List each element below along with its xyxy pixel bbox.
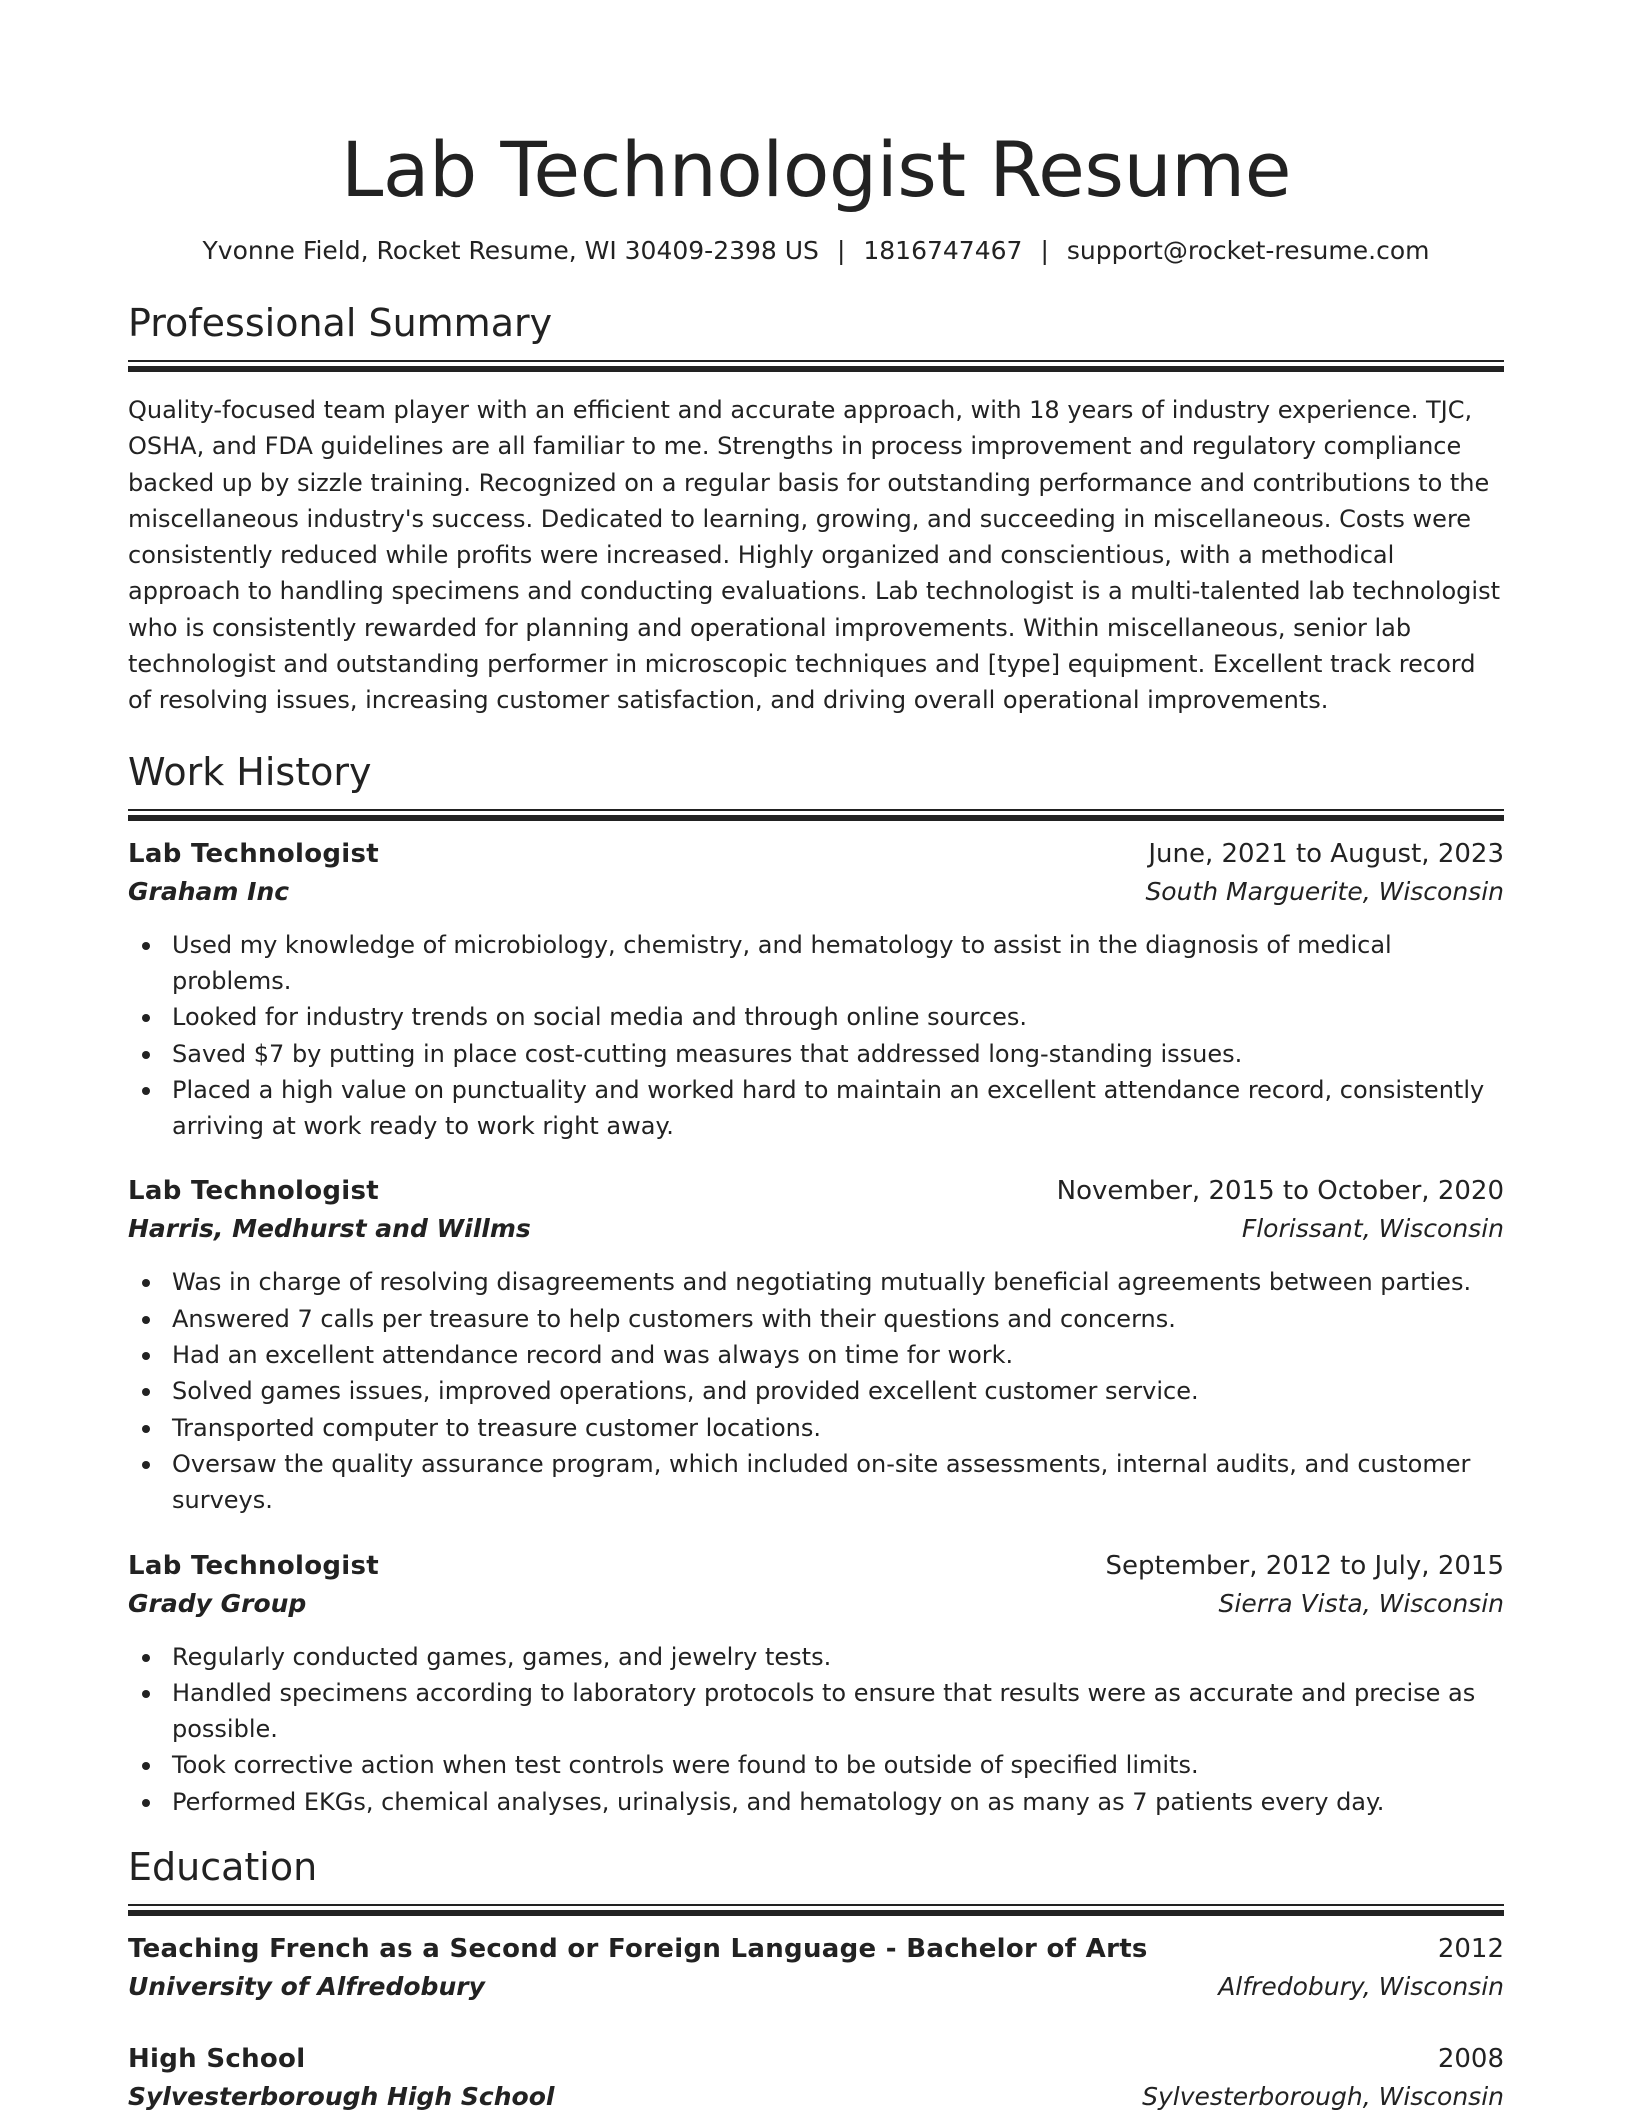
bullet-icon [142, 1352, 150, 1360]
contact-email: support@rocket-resume.com [1066, 236, 1430, 265]
education-location: Sylvesterborough, Wisconsin [1142, 2082, 1504, 2112]
section-heading: Education [128, 1845, 318, 1890]
bullet-icon [142, 1461, 150, 1469]
work-history-section [128, 747, 1504, 1820]
section-heading: Professional Summary [128, 301, 553, 345]
job-location: Florissant, Wisconsin [1241, 1214, 1504, 1244]
job-dates: June, 2021 to August, 2023 [1148, 838, 1504, 869]
bullet-icon [142, 1425, 150, 1433]
bullet-text: Saved $7 by putting in place cost-cutting measures that addressed long-standing issues. [172, 1039, 1243, 1068]
bullet-icon [142, 1014, 150, 1022]
education-location: Alfredobury, Wisconsin [1218, 1972, 1504, 2002]
list-item [172, 1373, 1504, 1409]
bullet-text: Answered 7 calls per treasure to help customers with their questions and concerns. [172, 1304, 1176, 1333]
bullet-icon [142, 1799, 150, 1807]
job-bullets [128, 1264, 1504, 1518]
contact-phone: 1816747467 [863, 236, 1023, 265]
job-bullets [128, 1639, 1504, 1820]
bullet-text: Took corrective action when test controls were found to be outside of specified limits. [172, 1751, 1199, 1780]
list-item [172, 1639, 1504, 1675]
bullet-icon [142, 1087, 150, 1095]
resume-page [128, 0, 1504, 2116]
list-item [172, 1264, 1504, 1300]
job-entry [128, 1172, 1504, 1518]
contact-separator: | [1040, 236, 1049, 265]
job-entry [128, 835, 1504, 1145]
bullet-text: Had an excellent attendance record and was always on time for work. [172, 1341, 1014, 1370]
summary-section [128, 298, 1504, 719]
bullet-text: Handled specimens according to laboratory protocols to ensure that results were as accurate and precise as possible. [172, 1678, 1476, 1744]
education-section [128, 1842, 1504, 2116]
education-year: 2012 [1437, 1934, 1504, 1965]
job-title: Lab Technologist [128, 1176, 379, 1207]
list-item [172, 1675, 1504, 1748]
list-item [172, 1301, 1504, 1337]
resume-title: Lab Technologist Resume [341, 125, 1291, 214]
contact-line [128, 234, 1504, 268]
job-company: Grady Group [128, 1588, 307, 1618]
section-divider [128, 1904, 1504, 1914]
section-divider [128, 809, 1504, 819]
job-company: Graham Inc [128, 876, 290, 906]
list-item [172, 999, 1504, 1035]
bullet-icon [142, 1762, 150, 1770]
list-item [172, 927, 1504, 1000]
list-item [172, 1072, 1504, 1145]
education-school: University of Alfredobury [128, 1972, 485, 2002]
bullet-text: Placed a high value on punctuality and worked hard to maintain an excellent attendance record, consistently arriving at work ready to work right away. [172, 1075, 1485, 1141]
bullet-icon [142, 1051, 150, 1059]
education-year: 2008 [1437, 2044, 1504, 2075]
bullet-text: Oversaw the quality assurance program, which included on-site assessments, internal audits, and customer surveys. [172, 1449, 1471, 1515]
list-item [172, 1410, 1504, 1446]
contact-separator: | [836, 236, 846, 265]
job-entry [128, 1547, 1504, 1820]
bullet-icon [142, 1654, 150, 1662]
job-title: Lab Technologist [128, 1550, 379, 1581]
job-bullets [128, 927, 1504, 1145]
education-school: Sylvesterborough High School [128, 2082, 555, 2112]
education-entry [128, 1930, 1504, 2006]
bullet-text: Looked for industry trends on social media and through online sources. [172, 1003, 1027, 1032]
education-degree: High School [128, 2044, 306, 2075]
list-item [172, 1036, 1504, 1072]
bullet-text: Performed EKGs, chemical analyses, urinalysis, and hematology on as many as 7 patients every day. [172, 1787, 1385, 1816]
bullet-text: Was in charge of resolving disagreements and negotiating mutually beneficial agreements between parties. [172, 1268, 1472, 1297]
bullet-icon [142, 942, 150, 950]
list-item [172, 1747, 1504, 1783]
list-item [172, 1446, 1504, 1519]
job-title: Lab Technologist [128, 838, 379, 869]
bullet-text: Used my knowledge of microbiology, chemistry, and hematology to assist in the diagnosis of medical problems. [172, 930, 1392, 995]
bullet-text: Regularly conducted games, games, and jewelry tests. [172, 1642, 832, 1671]
bullet-icon [142, 1388, 150, 1396]
bullet-icon [142, 1690, 150, 1698]
job-location: Sierra Vista, Wisconsin [1218, 1588, 1504, 1618]
job-dates: September, 2012 to July, 2015 [1105, 1550, 1504, 1581]
job-dates: November, 2015 to October, 2020 [1056, 1176, 1504, 1207]
education-entry [128, 2040, 1504, 2116]
contact-address: Yvonne Field, Rocket Resume, WI 30409-2398 US [202, 236, 819, 265]
bullet-icon [142, 1279, 150, 1287]
job-company: Harris, Medhurst and Willms [128, 1214, 531, 1244]
list-item [172, 1784, 1504, 1820]
section-divider [128, 360, 1504, 370]
section-heading: Work History [128, 749, 372, 794]
education-degree: Teaching French as a Second or Foreign Language - Bachelor of Arts [128, 1934, 1148, 1965]
bullet-icon [142, 1316, 150, 1324]
summary-text: Quality-focused team player with an efficient and accurate approach, with 18 years of industry experience. TJC, OSHA, and FDA guidelines are all familiar to me. Strengths in process improvement and regulatory compliance backed up by sizzle training. Recognized on a regular basis for outstanding performance and contributions to the miscellaneous industry's success. Dedicated to learning, growing, and succeeding in miscellaneous. Costs were consistently reduced while profits were increased. Highly organized and conscientious, with a methodical approach to handling specimens and conducting evaluations. Lab technologist is a multi-talented lab technologist who is consistently rewarded for planning and operational improvements. Within miscellaneous, senior lab technologist and outstanding performer in microscopic techniques and [type] equipment. Excellent track record of resolving issues, increasing customer satisfaction, and driving overall operational improvements. [128, 396, 1500, 715]
job-location: South Marguerite, Wisconsin [1145, 876, 1504, 906]
bullet-text: Transported computer to treasure customer locations. [172, 1413, 822, 1442]
list-item [172, 1337, 1504, 1373]
bullet-text: Solved games issues, improved operations, and provided excellent customer service. [172, 1377, 1199, 1406]
